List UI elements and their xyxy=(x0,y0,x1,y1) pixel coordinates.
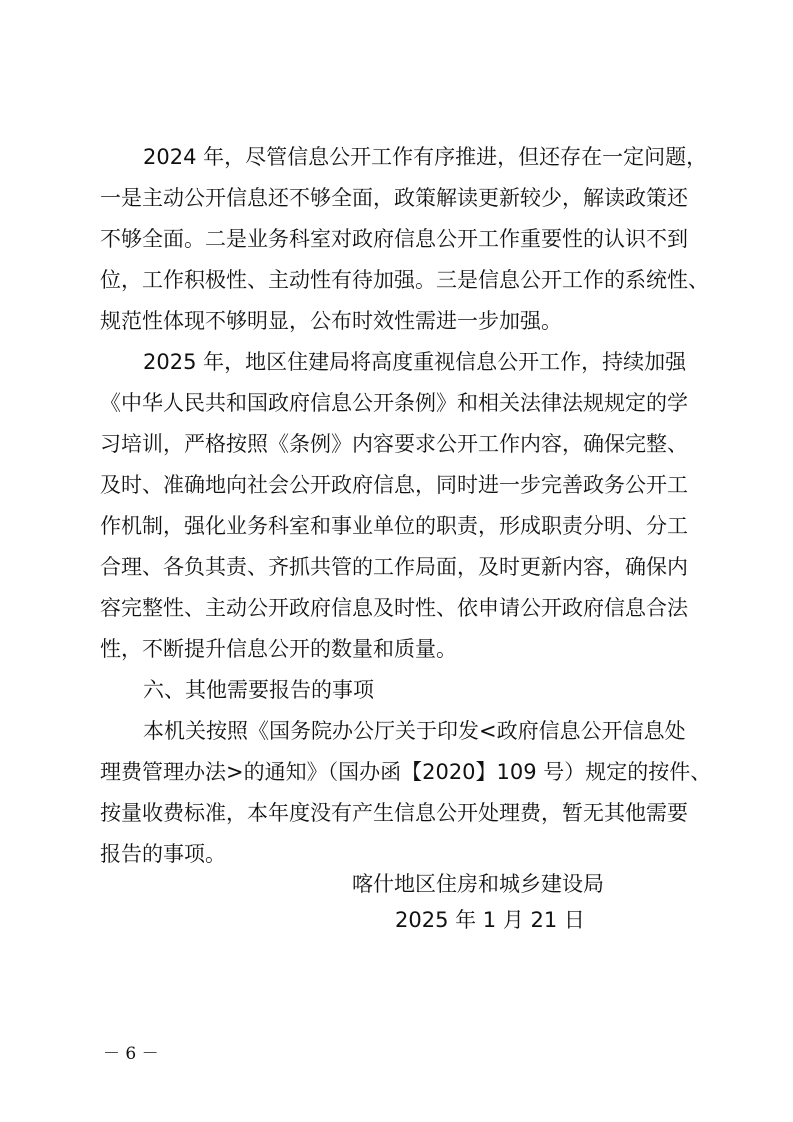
page-number: － 6 － xyxy=(103,1044,159,1064)
paragraph-line: 2024 年，尽管信息公开工作有序推进，但还存在一定问题， xyxy=(143,145,708,169)
paragraph-line: 报告的事项。 xyxy=(100,842,226,866)
signature-organization: 喀什地区住房和城乡建设局 xyxy=(352,872,604,896)
paragraph-line: 规范性体现不够明显，公布时效性需进一步加强。 xyxy=(100,309,562,333)
paragraph-line: 性，不断提升信息公开的数量和质量。 xyxy=(100,637,457,661)
paragraph-line: 2025 年，地区住建局将高度重视信息公开工作，持续加强 xyxy=(143,350,687,374)
paragraph-line: 合理、各负其责、齐抓共管的工作局面，及时更新内容，确保内 xyxy=(100,555,688,579)
section-heading: 六、其他需要报告的事项 xyxy=(143,678,374,702)
paragraph-line: 位，工作积极性、主动性有待加强。三是信息公开工作的系统性、 xyxy=(100,268,709,292)
paragraph-line: 不够全面。二是业务科室对政府信息公开工作重要性的认识不到 xyxy=(100,227,688,251)
paragraph-line: 容完整性、主动公开政府信息及时性、依申请公开政府信息合法 xyxy=(100,596,688,620)
paragraph-line: 习培训，严格按照《条例》内容要求公开工作内容，确保完整、 xyxy=(100,432,688,456)
paragraph-line: 及时、准确地向社会公开政府信息，同时进一步完善政务公开工 xyxy=(100,473,688,497)
paragraph-line: 按量收费标准，本年度没有产生信息公开处理费，暂无其他需要 xyxy=(100,801,688,825)
paragraph-line: 本机关按照《国务院办公厅关于印发<政府信息公开信息处 xyxy=(143,719,686,743)
signature-date: 2025 年 1 月 21 日 xyxy=(395,908,585,932)
paragraph-line: 理费管理办法>的通知》（国办函【2020】109 号）规定的按件、 xyxy=(100,760,712,784)
paragraph-line: 作机制，强化业务科室和事业单位的职责，形成职责分明、分工 xyxy=(100,514,688,538)
paragraph-line: 一是主动公开信息还不够全面，政策解读更新较少，解读政策还 xyxy=(100,186,688,210)
paragraph-line: 《中华人民共和国政府信息公开条例》和相关法律法规规定的学 xyxy=(100,391,688,415)
